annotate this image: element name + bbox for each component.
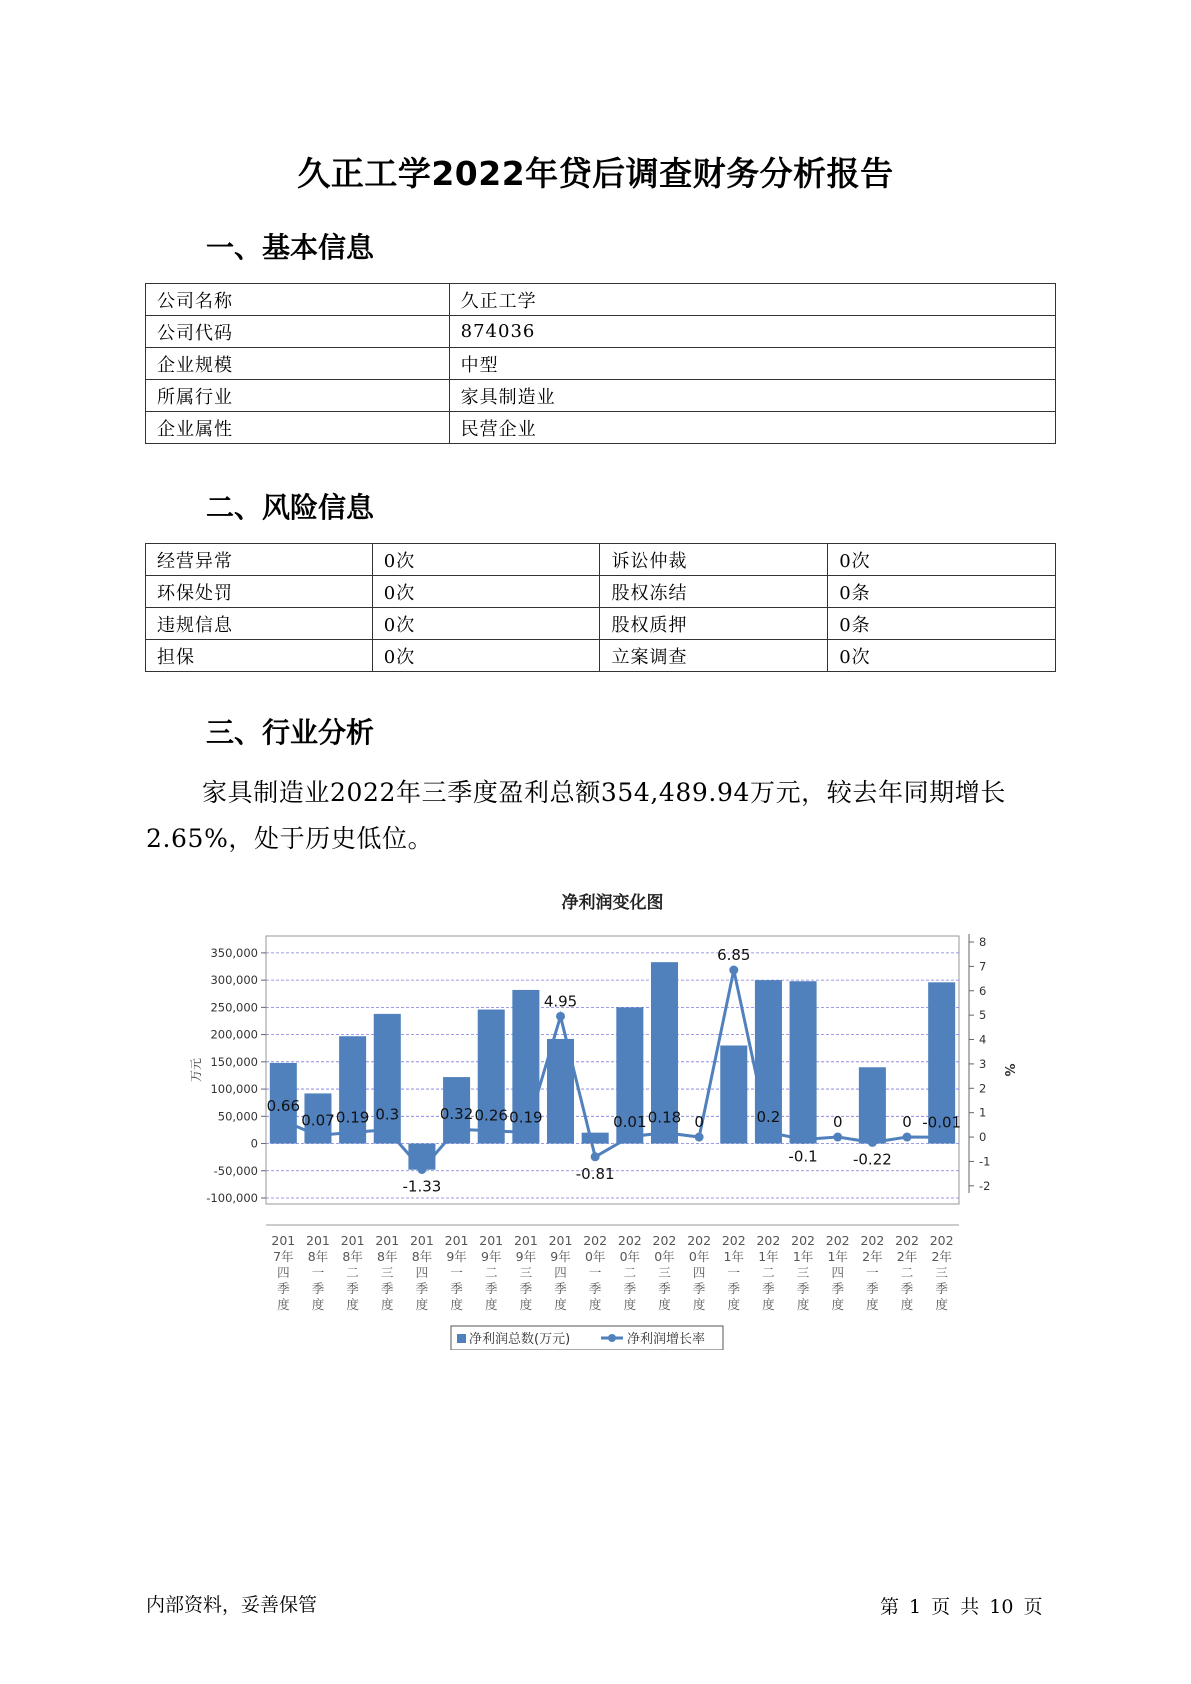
- x-tick-label: 一: [588, 1265, 602, 1280]
- data-label: 0.19: [509, 1108, 543, 1127]
- x-tick-label: 度: [762, 1297, 775, 1312]
- x-tick-label: 四: [831, 1265, 844, 1280]
- growth-rate-point: [591, 1152, 600, 1161]
- risk-label: 股权质押: [600, 608, 828, 640]
- data-label: 0.18: [647, 1108, 682, 1127]
- x-tick-label: 201: [548, 1233, 573, 1248]
- x-tick-label: 三: [519, 1265, 533, 1280]
- data-label: 0.3: [375, 1105, 400, 1124]
- x-tick-label: 2年: [896, 1249, 918, 1264]
- x-tick-label: 0年: [619, 1249, 641, 1264]
- x-tick-label: 三: [658, 1265, 671, 1280]
- x-tick-label: 度: [346, 1297, 359, 1312]
- y-tick-label: 100,000: [210, 1082, 258, 1097]
- y-tick-label: 350,000: [210, 945, 258, 960]
- y2-tick-label: 7: [979, 959, 987, 974]
- growth-rate-point: [937, 1133, 946, 1142]
- x-tick-label: 季: [900, 1281, 914, 1296]
- table-row: [146, 284, 1056, 316]
- x-tick-label: 201: [444, 1233, 469, 1248]
- x-tick-label: 201: [340, 1233, 365, 1248]
- risk-label: 立案调查: [600, 640, 828, 672]
- x-tick-label: 三: [381, 1265, 394, 1280]
- risk-value: 0条: [828, 576, 1056, 608]
- x-tick-label: 一: [727, 1265, 741, 1280]
- x-tick-label: 9年: [480, 1249, 502, 1264]
- growth-rate-point: [625, 1132, 634, 1141]
- x-tick-label: 8年: [342, 1249, 363, 1264]
- bar: [339, 1036, 366, 1143]
- x-tick-label: 2年: [931, 1249, 952, 1264]
- legend-line-marker: [608, 1334, 616, 1342]
- x-tick-label: 度: [381, 1297, 394, 1312]
- x-tick-label: 四: [692, 1265, 706, 1280]
- table-row: [146, 316, 1056, 348]
- x-tick-label: 四: [554, 1265, 567, 1280]
- x-tick-label: 季: [311, 1281, 325, 1296]
- industry-label: 所属行业: [146, 380, 450, 412]
- industry-analysis-heading: 三、行业分析: [206, 716, 375, 749]
- y-axis-title: 万元: [189, 1057, 203, 1083]
- x-tick-label: 0年: [654, 1249, 675, 1264]
- bar: [720, 1045, 747, 1143]
- data-label: 0.2: [756, 1108, 781, 1127]
- growth-rate-point: [313, 1131, 322, 1140]
- table-row: [146, 576, 1056, 608]
- growth-rate-point: [764, 1128, 773, 1137]
- ownership-value: 民营企业: [449, 412, 1055, 444]
- basic-info-heading: 一、基本信息: [206, 231, 375, 264]
- data-label: 0: [832, 1113, 843, 1132]
- x-tick-label: 三: [935, 1265, 948, 1280]
- y2-tick-label: 3: [979, 1056, 987, 1071]
- x-tick-label: 季: [588, 1281, 602, 1296]
- bar: [790, 981, 817, 1143]
- table-row: [146, 544, 1056, 576]
- industry-value: 家具制造业: [449, 380, 1055, 412]
- risk-value: 0条: [828, 608, 1056, 640]
- legend-bar-swatch: [457, 1334, 466, 1343]
- x-tick-label: 季: [866, 1281, 879, 1296]
- y-tick-label: 300,000: [210, 973, 258, 988]
- risk-label: 违规信息: [146, 608, 373, 640]
- y-tick-label: 0: [250, 1136, 258, 1151]
- y-tick-label: 250,000: [210, 1000, 258, 1015]
- x-tick-label: 二: [762, 1265, 775, 1280]
- x-tick-label: 1年: [827, 1249, 848, 1264]
- x-tick-label: 季: [346, 1281, 359, 1296]
- x-tick-label: 季: [692, 1281, 706, 1296]
- data-label: -0.81: [575, 1164, 615, 1183]
- data-label: 0: [694, 1113, 704, 1132]
- x-tick-label: 季: [623, 1281, 637, 1296]
- x-tick-label: 季: [484, 1281, 498, 1296]
- company-code-value: 874036: [449, 316, 1055, 348]
- x-tick-label: 度: [692, 1297, 706, 1312]
- x-tick-label: 202: [617, 1233, 642, 1248]
- risk-value: 0次: [372, 576, 600, 608]
- x-tick-label: 202: [721, 1233, 746, 1248]
- x-tick-label: 9年: [515, 1249, 537, 1264]
- y-tick-label: -50,000: [213, 1163, 258, 1178]
- footer-confidential-note: 内部资料，妥善保管: [146, 1594, 318, 1616]
- growth-rate-point: [417, 1165, 426, 1174]
- x-tick-label: 度: [900, 1297, 914, 1312]
- x-tick-label: 季: [831, 1281, 844, 1296]
- chart-title: 净利润变化图: [561, 893, 664, 913]
- y-tick-label: -100,000: [206, 1191, 258, 1205]
- y2-tick-label: -2: [979, 1178, 991, 1193]
- x-tick-label: 季: [415, 1281, 429, 1296]
- report-title: 久正工学2022年贷后调查财务分析报告: [297, 154, 894, 193]
- data-label: 4.95: [543, 992, 578, 1011]
- x-tick-label: 度: [554, 1297, 567, 1312]
- growth-rate-point: [521, 1128, 530, 1137]
- basic-info-table: [145, 283, 1056, 444]
- data-label: 0.19: [335, 1108, 370, 1127]
- legend-line-label: 净利润增长率: [627, 1332, 706, 1347]
- bar: [374, 1014, 401, 1144]
- x-tick-label: 202: [756, 1233, 781, 1248]
- x-tick-label: 度: [277, 1297, 290, 1312]
- x-tick-label: 度: [658, 1297, 671, 1312]
- growth-rate-point: [729, 966, 738, 975]
- x-tick-label: 度: [831, 1297, 844, 1312]
- x-tick-label: 二: [346, 1265, 359, 1280]
- growth-rate-point: [279, 1116, 288, 1125]
- risk-value: 0次: [372, 544, 600, 576]
- risk-label: 诉讼仲裁: [600, 544, 828, 576]
- y2-tick-label: -1: [979, 1154, 991, 1169]
- table-row: [146, 412, 1056, 444]
- data-label: -0.22: [852, 1150, 892, 1169]
- x-tick-label: 度: [519, 1297, 533, 1312]
- x-tick-label: 一: [311, 1265, 325, 1280]
- x-tick-label: 季: [554, 1281, 567, 1296]
- x-tick-label: 度: [623, 1297, 637, 1312]
- x-tick-label: 201: [375, 1233, 400, 1248]
- x-tick-label: 7年: [273, 1249, 294, 1264]
- x-tick-label: 201: [409, 1233, 434, 1248]
- y-tick-label: 200,000: [210, 1027, 258, 1042]
- x-tick-label: 1年: [758, 1249, 779, 1264]
- x-tick-label: 202: [687, 1233, 712, 1248]
- x-tick-label: 0年: [688, 1249, 710, 1264]
- x-tick-label: 季: [935, 1281, 948, 1296]
- risk-label: 股权冻结: [600, 576, 828, 608]
- x-tick-label: 三: [796, 1265, 810, 1280]
- y2-tick-label: 1: [979, 1105, 987, 1120]
- y2-axis-title: %: [1001, 1063, 1016, 1077]
- x-tick-label: 季: [519, 1281, 533, 1296]
- data-label: -0.1: [788, 1147, 818, 1166]
- x-tick-label: 二: [484, 1265, 498, 1280]
- x-tick-label: 二: [900, 1265, 914, 1280]
- x-tick-label: 一: [450, 1265, 463, 1280]
- table-row: [146, 608, 1056, 640]
- x-tick-label: 201: [306, 1233, 330, 1248]
- risk-label: 经营异常: [146, 544, 373, 576]
- x-tick-label: 202: [652, 1233, 677, 1248]
- x-tick-label: 四: [415, 1265, 429, 1280]
- growth-rate-point: [799, 1135, 808, 1144]
- risk-value: 0次: [372, 640, 600, 672]
- x-tick-label: 202: [791, 1233, 816, 1248]
- x-tick-label: 度: [484, 1297, 498, 1312]
- data-label: 0.07: [301, 1111, 335, 1130]
- growth-rate-point: [833, 1133, 842, 1142]
- x-tick-label: 季: [381, 1281, 394, 1296]
- ownership-label: 企业属性: [146, 412, 450, 444]
- x-tick-label: 202: [825, 1233, 850, 1248]
- x-tick-label: 9年: [550, 1249, 571, 1264]
- x-tick-label: 季: [796, 1281, 810, 1296]
- growth-rate-point: [452, 1125, 461, 1134]
- data-label: 0.32: [439, 1105, 474, 1124]
- x-tick-label: 季: [450, 1281, 463, 1296]
- x-tick-label: 度: [935, 1297, 948, 1312]
- x-tick-label: 度: [796, 1297, 810, 1312]
- x-tick-label: 2年: [862, 1249, 883, 1264]
- x-tick-label: 度: [727, 1297, 741, 1312]
- risk-value: 0次: [372, 608, 600, 640]
- growth-rate-point: [695, 1133, 704, 1142]
- data-label: 0.26: [474, 1106, 508, 1125]
- risk-value: 0次: [828, 544, 1056, 576]
- risk-info-heading: 二、风险信息: [206, 491, 375, 524]
- industry-analysis-paragraph: 家具制造业2022年三季度盈利总额354,489.94万元，较去年同期增长2.65%，处于历史低位。: [146, 778, 1006, 853]
- company-size-label: 企业规模: [146, 348, 450, 380]
- data-label: 6.85: [717, 946, 751, 965]
- growth-rate-point: [348, 1128, 357, 1137]
- y-tick-label: 50,000: [217, 1109, 258, 1124]
- x-tick-label: 度: [588, 1297, 602, 1312]
- x-tick-label: 度: [450, 1297, 463, 1312]
- y2-tick-label: 4: [979, 1032, 987, 1047]
- x-tick-label: 二: [623, 1265, 637, 1280]
- y-tick-label: 150,000: [210, 1054, 258, 1069]
- bar: [859, 1067, 886, 1143]
- growth-rate-point: [383, 1125, 392, 1134]
- x-tick-label: 度: [311, 1297, 325, 1312]
- x-tick-label: 9年: [446, 1249, 467, 1264]
- growth-rate-point: [556, 1012, 565, 1021]
- x-tick-label: 季: [762, 1281, 775, 1296]
- x-tick-label: 201: [479, 1233, 504, 1248]
- growth-rate-point: [868, 1138, 877, 1147]
- data-label: 0.66: [266, 1096, 301, 1115]
- x-tick-label: 201: [271, 1233, 296, 1248]
- table-row: [146, 640, 1056, 672]
- y2-tick-label: 6: [979, 983, 987, 998]
- risk-value: 0次: [828, 640, 1056, 672]
- x-tick-label: 度: [415, 1297, 429, 1312]
- x-tick-label: 0年: [584, 1249, 606, 1264]
- x-tick-label: 8年: [411, 1249, 433, 1264]
- x-tick-label: 度: [866, 1297, 879, 1312]
- page-number: 第 1 页 共 10 页: [880, 1596, 1043, 1618]
- x-tick-label: 202: [583, 1233, 608, 1248]
- growth-rate-point: [487, 1126, 496, 1135]
- risk-info-table: [145, 543, 1056, 672]
- x-tick-label: 8年: [307, 1249, 329, 1264]
- x-tick-label: 202: [895, 1233, 919, 1248]
- x-tick-label: 8年: [377, 1249, 398, 1264]
- x-tick-label: 季: [658, 1281, 671, 1296]
- company-size-value: 中型: [449, 348, 1055, 380]
- y2-tick-label: 0: [979, 1130, 987, 1145]
- company-name-label: 公司名称: [146, 284, 450, 316]
- x-tick-label: 四: [277, 1265, 290, 1280]
- growth-rate-point: [903, 1133, 912, 1142]
- x-tick-label: 季: [727, 1281, 741, 1296]
- company-code-label: 公司代码: [146, 316, 450, 348]
- risk-label: 担保: [146, 640, 373, 672]
- x-tick-label: 1年: [723, 1249, 745, 1264]
- data-label: -0.01: [922, 1113, 962, 1132]
- x-tick-label: 202: [929, 1233, 954, 1248]
- data-label: 0: [902, 1113, 912, 1132]
- company-name-value: 久正工学: [449, 284, 1055, 316]
- x-tick-label: 202: [860, 1233, 885, 1248]
- y2-tick-label: 8: [979, 935, 987, 949]
- table-row: [146, 348, 1056, 380]
- table-row: [146, 380, 1056, 412]
- legend-bar-label: 净利润总数(万元): [469, 1332, 571, 1347]
- risk-label: 环保处罚: [146, 576, 373, 608]
- data-label: -1.33: [402, 1177, 442, 1196]
- y2-tick-label: 2: [979, 1081, 987, 1096]
- net-profit-chart: [180, 880, 1020, 1350]
- x-tick-label: 201: [513, 1233, 538, 1248]
- y2-tick-label: 5: [979, 1008, 987, 1023]
- x-tick-label: 1年: [792, 1249, 814, 1264]
- bar: [582, 1133, 609, 1144]
- x-tick-label: 一: [866, 1265, 879, 1280]
- growth-rate-point: [660, 1128, 669, 1137]
- data-label: 0.01: [613, 1112, 647, 1131]
- x-tick-label: 季: [277, 1281, 290, 1296]
- chart-svg: [180, 880, 1020, 1350]
